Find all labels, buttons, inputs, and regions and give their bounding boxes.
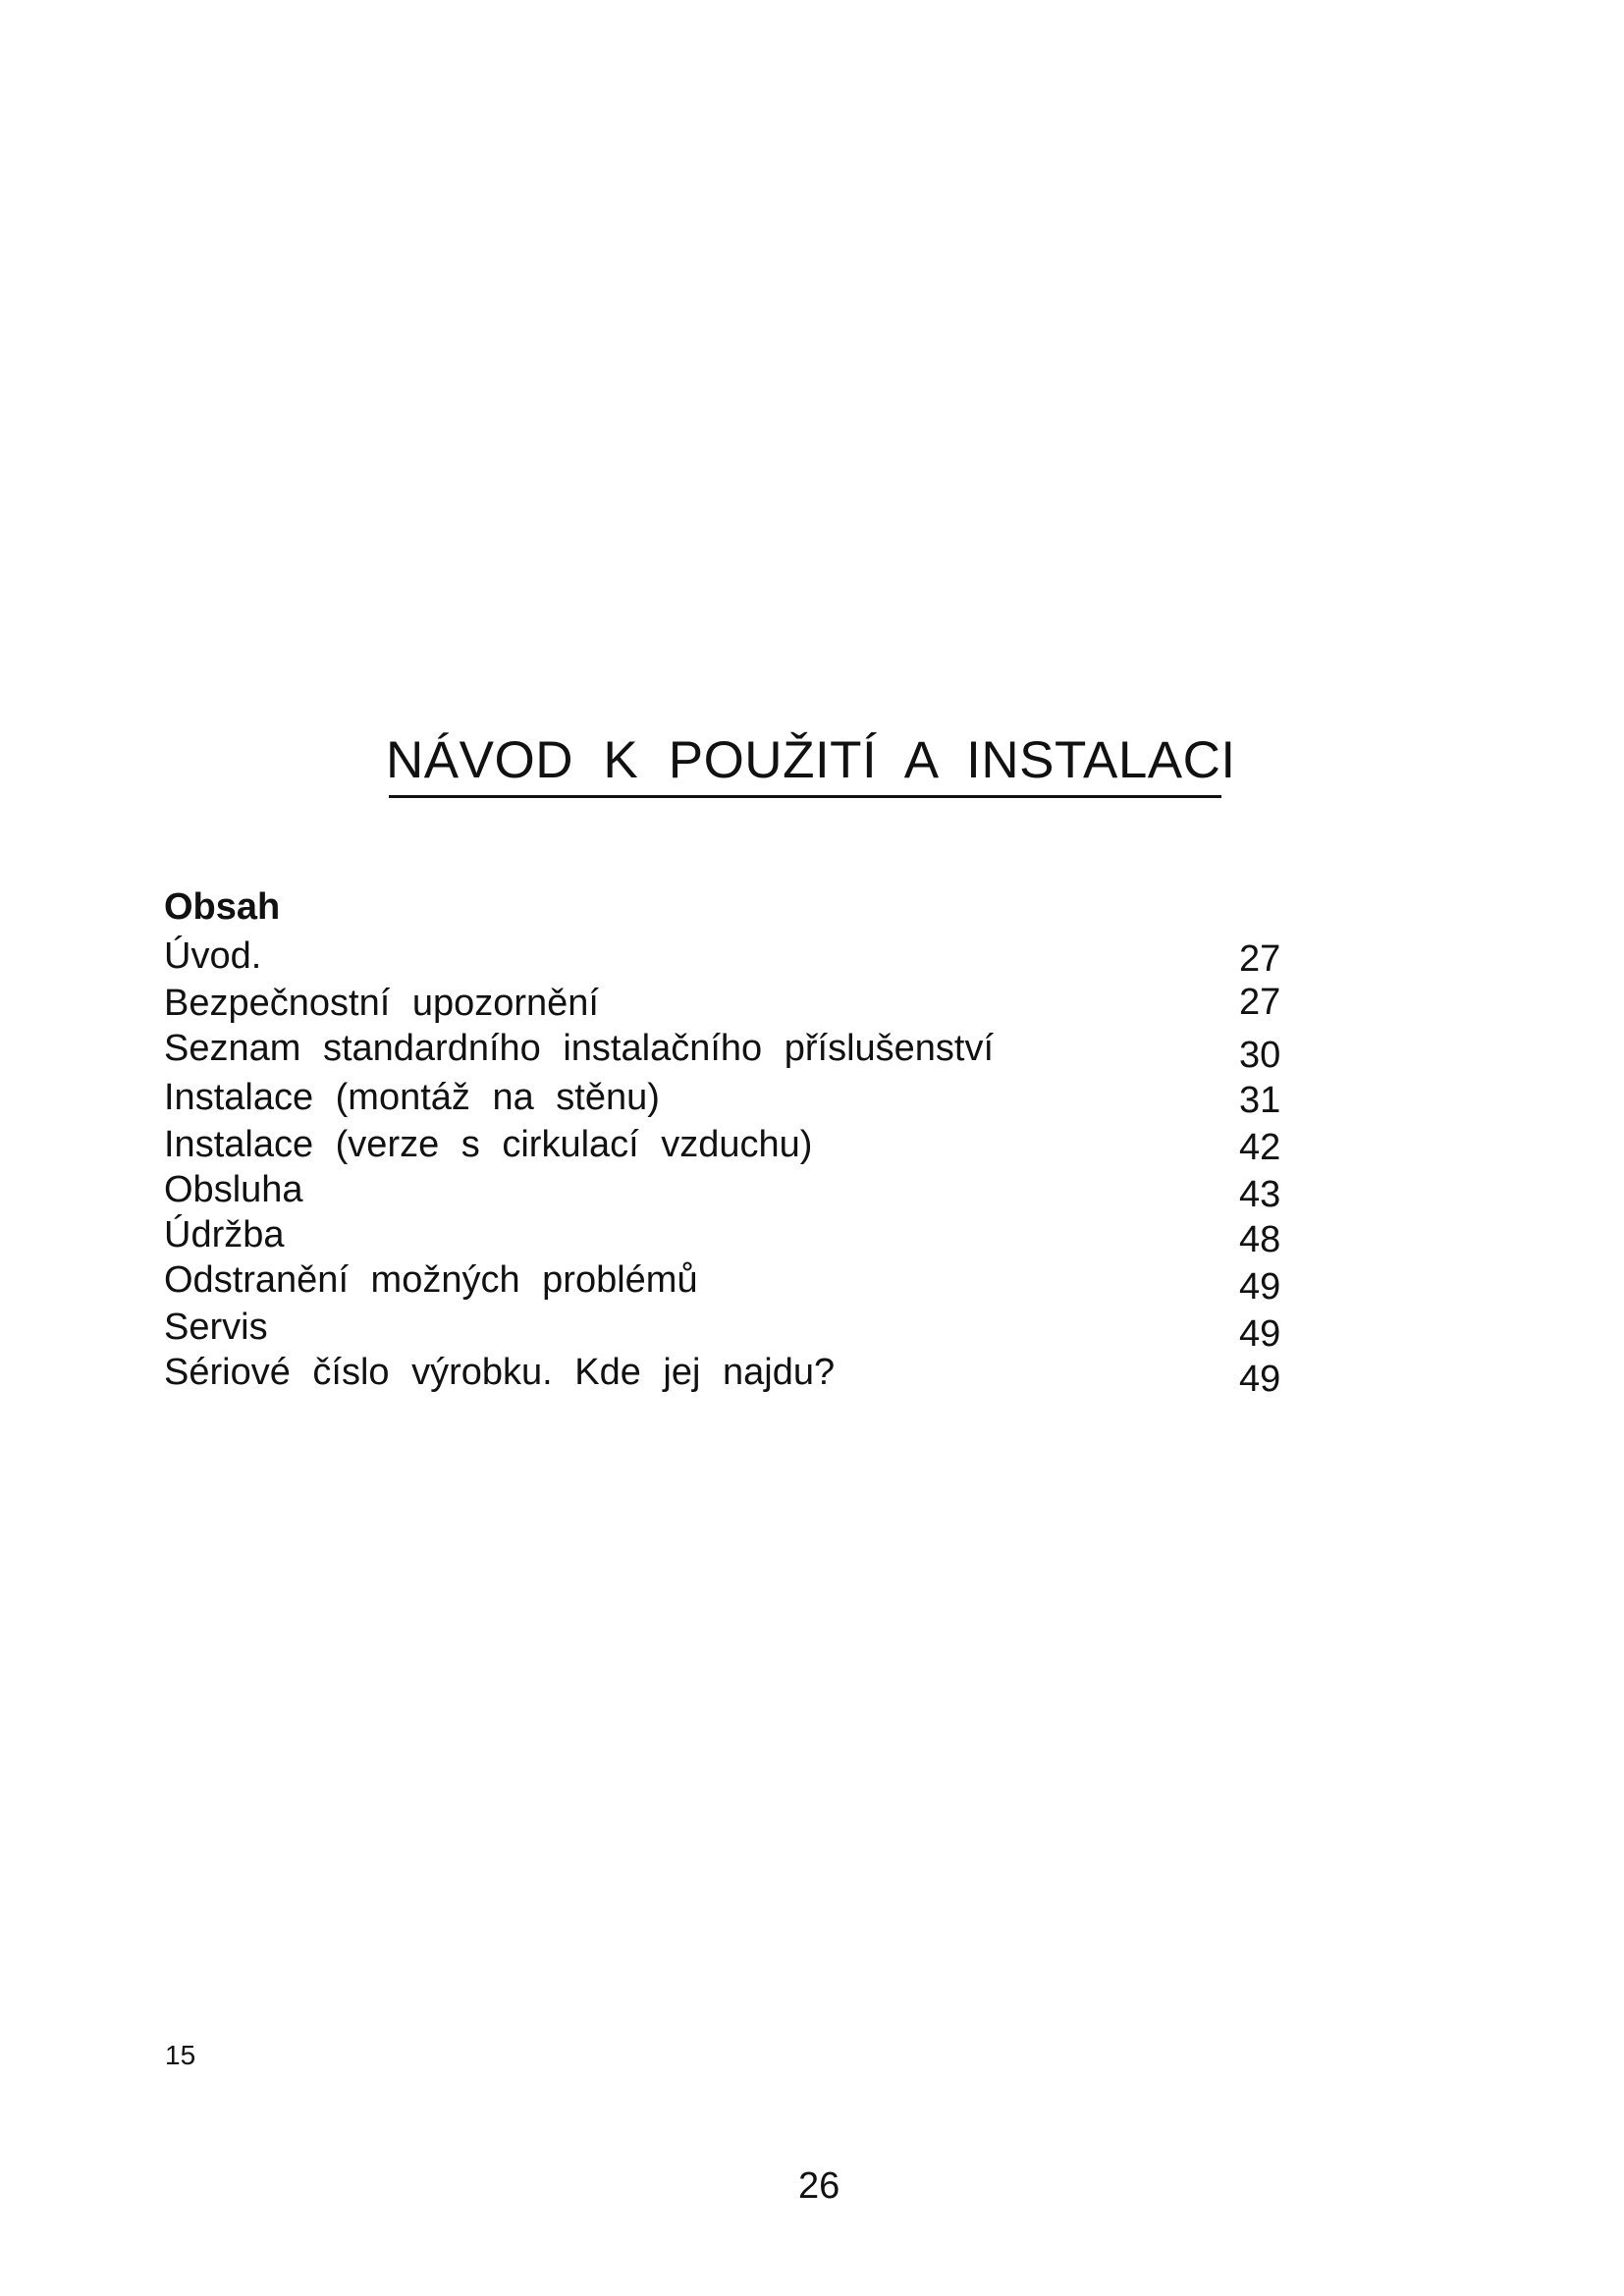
toc-entry-label: Odstranění možných problémů [164,1259,698,1301]
page-number: 26 [798,2165,840,2207]
toc-entry-label: Instalace (verze s cirkulací vzduchu) [164,1124,813,1165]
toc-entry-page: 43 [1239,1174,1281,1215]
toc-entry-page: 49 [1239,1266,1281,1308]
toc-entry-page: 49 [1239,1359,1281,1400]
toc-entry-page: 27 [1239,982,1281,1023]
toc-entry-page: 27 [1239,938,1281,980]
toc-entry-page: 48 [1239,1219,1281,1260]
toc-entry-label: Údržba [164,1214,285,1255]
toc-heading: Obsah [164,886,281,928]
toc-entry-label: Servis [164,1307,268,1348]
toc-entry-label: Bezpečnostní upozornění [164,983,599,1024]
toc-entry-label: Instalace (montáž na stěnu) [164,1077,660,1118]
toc-entry-label: Sériové číslo výrobku. Kde jej najdu? [164,1352,836,1393]
toc-entry-page: 49 [1239,1313,1281,1355]
toc-entry-label: Seznam standardního instalačního příslušenství [164,1028,995,1069]
toc-entry-page: 30 [1239,1035,1281,1076]
footnote-number: 15 [165,2040,196,2070]
document-title: NÁVOD K POUŽITÍ A INSTALACI [386,731,1236,789]
toc-entry-label: Úvod. [164,935,262,977]
toc-entry-label: Obsluha [164,1169,303,1210]
title-underline [389,795,1221,798]
toc-entry-page: 42 [1239,1127,1281,1168]
toc-entry-page: 31 [1239,1080,1281,1121]
